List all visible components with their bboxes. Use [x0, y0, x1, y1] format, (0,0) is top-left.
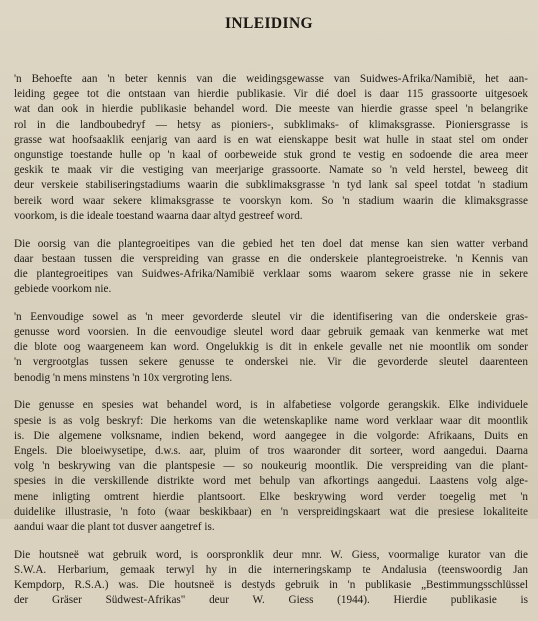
text-line: aandui waar die plant tot dusver aangetref is. — [14, 520, 215, 533]
paragraph-3 — [14, 310, 528, 386]
text-line: 'n vergrootglas tussen sekere genusse te onderskei nie. Vir die gevorderde sleutel daarenteen — [14, 356, 528, 369]
body-text — [14, 72, 528, 621]
paragraph-1 — [14, 72, 528, 224]
text-line: Die houtsneë wat gebruik word, is oorspronklik deur mnr. W. Giess, voormalige kurator van die — [14, 548, 528, 561]
text-line: spesies in die verskillende distrikte word met behulp van afkortings aangedui. Laastens volg alge- — [14, 475, 528, 488]
text-line: is. Die algemene volksname, indien bekend, word aangegee in die volgorde: Afrikaans, Duits en — [14, 429, 528, 442]
text-line: gebiede voorkom nie. — [14, 283, 112, 296]
text-line: der Gräser Südwest-Afrikas" deur W. Giess (1944). Hierdie publikasie is — [14, 594, 528, 607]
text-line: volg 'n beskrywing van die plantspesie — so noukeurig moontlik. Die verspreiding van die plant- — [14, 460, 528, 473]
text-line: spesie is as volg beskryf: Die herkoms van die wetenskaplike name word verklaar waar dit moontlik — [14, 414, 528, 427]
paragraph-2 — [14, 237, 528, 298]
text-line: wat dan ook in hierdie publikasie behandel word. Die meeste van hierdie grasse speel 'n belangrike — [14, 103, 528, 116]
text-line: 'n Eenvoudige sowel as 'n meer gevorderde sleutel vir die identifisering van die onderskeie gras- — [14, 310, 528, 323]
text-line: Die oorsig van die plantegroeitipes van die gebied het ten doel dat mense kan sien watter verband — [14, 237, 528, 250]
text-line: mene inligting omtrent hierdie plantsoort. Elke beskrywing word verder toegelig met 'n — [14, 490, 528, 503]
text-line: voorkom, is die ideale toestand waarna daar altyd gestreef word. — [14, 209, 303, 222]
text-line: grasse wat hoofsaaklik eenjarig van aard is en wat eienskappe besit wat hulle in staat stel om onder — [14, 133, 528, 146]
text-line: Kempdorp, R.S.A.) was. Die houtsneë is destyds gebruik in 'n publikasie „Bestimmungsschlüssel — [14, 579, 528, 592]
page-title: INLEIDING — [224, 15, 313, 32]
text-line: Engels. Die bloeiwysetipe, d.w.s. aar, pluim of tros waaronder dit sorteer, word aangedui. Daarna — [14, 444, 528, 457]
text-line: 'n Behoefte aan 'n beter kennis van die weidingsgewasse van Suidwes-Afrika/Namibië, het aan- — [14, 73, 528, 85]
text-line: daar bestaan tussen die verspreiding van grasse en die onderskeie plantegroeistreke. 'n Kennis van — [14, 252, 528, 265]
text-line: Die genusse en spesies wat behandel word, is in alfabetiese volgorde gerangskik. Elke individuele — [14, 399, 528, 412]
text-line: leiding gegee tot die ontstaan van hierdie publikasie. Vir dié doel is daar 115 grassoorte uitgesoek — [14, 88, 528, 101]
text-line: deur verskeie stabiliseringstadiums waarin die subklimaksgrasse 'n tyd lank sal speel totdat 'n stadium — [14, 179, 528, 192]
text-line: benodig 'n mens minstens 'n 10x vergroting lens. — [14, 371, 233, 384]
text-line: duidelike illustrasie, 'n foto (waar beskikbaar) en 'n verspreidingskaart wat die presiese lokaliteite — [14, 505, 528, 518]
text-line: geskik te maak vir die vestiging van meerjarige grassoorte. Namate so 'n veld herstel, beweeg dit — [14, 164, 528, 177]
paragraph-5 — [14, 548, 528, 609]
text-line: S.W.A. Herbarium, gemaak terwyl hy in die interneringskamp te Andalusia (teenswoordig Jan — [14, 563, 528, 576]
text-line: genusse word voorsien. In die eenvoudige sleutel word daar gebruik gemaak van kenmerke wat met — [14, 326, 528, 339]
text-line: die plantegroeitipes van Suidwes-Afrika/Namibië verklaar soms waarom sekere grasse nie in sekere — [14, 267, 528, 280]
text-line: rol in die landboubedryf — hetsy as pioniers-, subklimaks- of klimaksgrasse. Pioniersgrasse is — [14, 118, 528, 131]
text-line: bereik word waar sekere klimaksgrasse te voorskyn kom. So 'n stadium waarin die klimaksgrasse — [14, 194, 528, 207]
text-line: ongunstige toestande hulle op 'n kaal of oorbeweide stuk grond te vestig en sodoende die area meer — [14, 149, 528, 162]
paragraph-4 — [14, 398, 528, 535]
text-line: die blote oog waargeneem kan word. Ongelukkig is dit in enkele gevalle net nie moontlik om sonder — [14, 341, 528, 354]
